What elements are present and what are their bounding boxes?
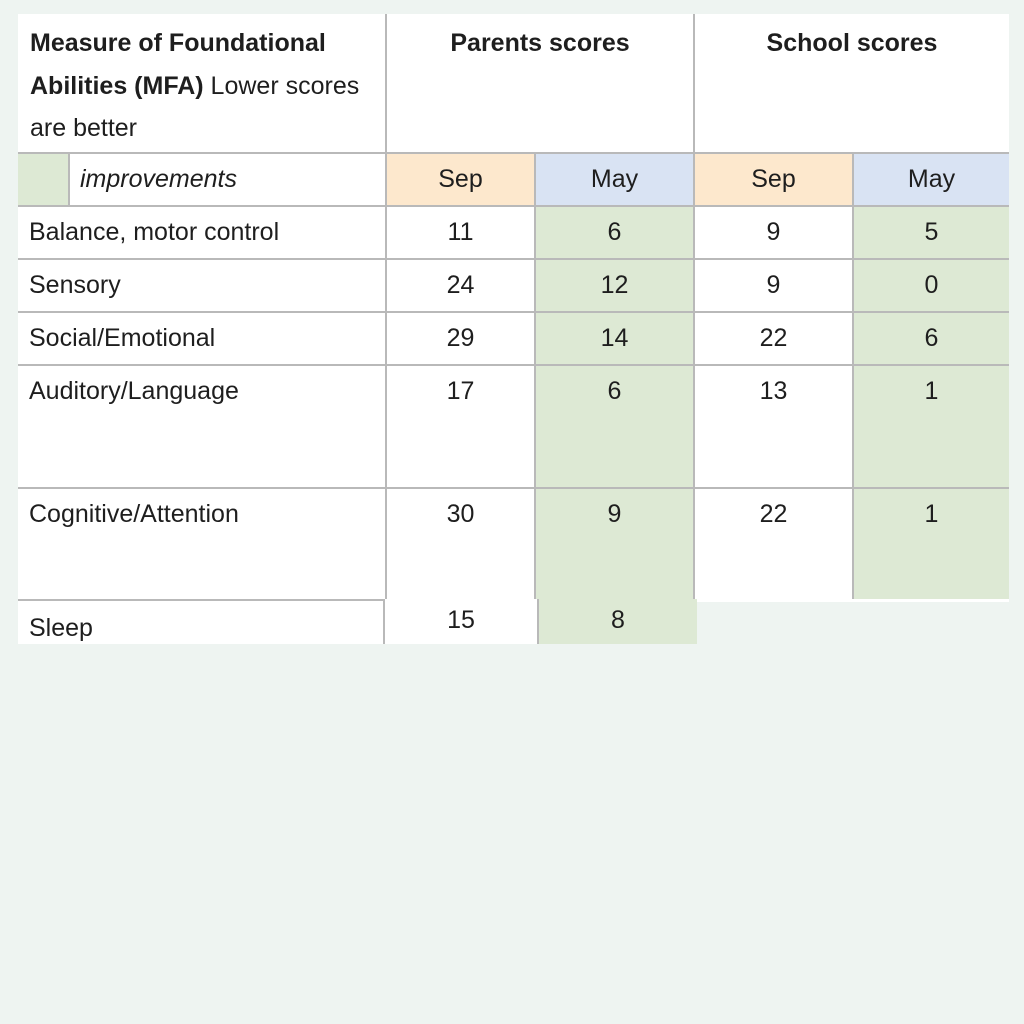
table-title	[18, 14, 387, 154]
parents-may-value: 8	[537, 599, 697, 644]
parents-sep-value: 30	[387, 489, 536, 599]
school-may-value: 1	[854, 489, 1009, 599]
table-title-bold: Measure of Foundational Abilities (MFA)	[30, 29, 326, 100]
school-sep-value: 9	[695, 207, 854, 260]
parents-sep-value: 15	[447, 606, 475, 634]
parents-may-value: 6	[536, 207, 695, 260]
parents-may-value: 9	[536, 489, 695, 599]
parents-may-value: 14	[536, 313, 695, 366]
school-may-value: 0	[854, 260, 1009, 313]
row-label-cognitive-attention: Cognitive/Attention	[18, 489, 387, 599]
parents-sep-value: 24	[387, 260, 536, 313]
table-title-note: Lower scores are better	[30, 71, 360, 142]
school-sep-value: 22	[695, 489, 854, 599]
school-sep-header: Sep	[695, 154, 854, 207]
school-scores-header: School scores	[695, 14, 1009, 154]
parents-may-value: 6	[536, 366, 695, 489]
parents-scores-header: Parents scores	[387, 14, 695, 154]
row-label-balance: Balance, motor control	[18, 207, 387, 260]
parents-sep-value: 29	[387, 313, 536, 366]
background-gap	[697, 602, 1009, 644]
school-sep-value: 22	[695, 313, 854, 366]
row-label-social-emotional: Social/Emotional	[18, 313, 387, 366]
school-may-value: 1	[854, 366, 1009, 489]
parents-sep-header: Sep	[387, 154, 536, 207]
row-label-auditory-language: Auditory/Language	[18, 366, 387, 489]
improvements-legend-label: improvements	[70, 154, 387, 207]
parents-may-value: 12	[536, 260, 695, 313]
school-may-header: May	[854, 154, 1009, 207]
parents-sep-value: 11	[387, 207, 536, 260]
parents-may-header: May	[536, 154, 695, 207]
mfa-table	[18, 14, 1009, 644]
school-sep-value: 9	[695, 260, 854, 313]
parents-sep-value: 17	[387, 366, 536, 489]
school-may-value: 6	[854, 313, 1009, 366]
school-may-value: 5	[854, 207, 1009, 260]
school-sep-value: 13	[695, 366, 854, 489]
improvement-color-swatch	[18, 154, 70, 207]
row-label-sensory: Sensory	[18, 260, 387, 313]
row-label-sleep: Sleep	[18, 599, 385, 644]
